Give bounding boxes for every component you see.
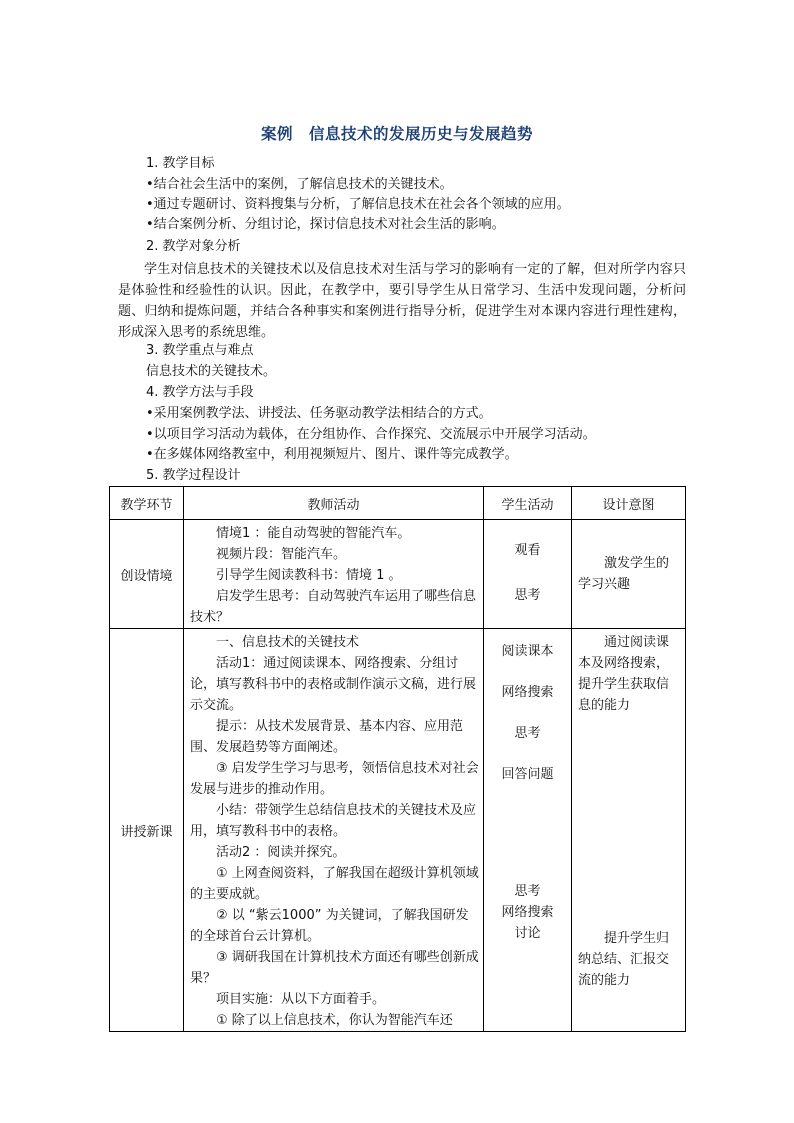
teacher-activity-line: ② 以 “紫云1000” 为关键词，了解我国研发的全球首台云计算机。 (190, 908, 469, 944)
objective-item: •结合案例分析、分组讨论，探讨信息技术对社会生活的影响。 (146, 217, 505, 232)
student-activity-item: 思考 (514, 726, 541, 741)
teacher-activity-line: 情境1 ：能自动驾驶的智能汽车。 (216, 526, 411, 541)
header-design-intent: 设计意图 (572, 487, 686, 520)
header-student-activity: 学生活动 (484, 487, 572, 520)
method-item: •在多媒体网络教室中，利用视频短片、图片、课件等完成教学。 (146, 447, 518, 462)
student-activity-item: 网络搜索 (501, 685, 554, 700)
student-activity-item: 阅读课本 (501, 644, 554, 659)
teacher-activity-line: 小结：带领学生总结信息技术的关键技术及应用，填写教科书中的表格。 (190, 803, 477, 839)
student-activity-item: 回答问题 (501, 767, 554, 782)
table-row (110, 520, 686, 629)
section-heading-objectives: 1. 教学目标 (146, 156, 215, 171)
method-item: •采用案例教学法、讲授法、任务驱动教学法相结合的方式。 (146, 406, 492, 421)
teacher-activity-line: 活动1：通过阅读课本、网络搜索、分组讨论，填写教科书中的表格或制作演示文稿，进行展示交流。 (190, 656, 477, 713)
student-activity-cell (484, 629, 572, 1032)
student-activity-item: 讨论 (514, 926, 541, 941)
teacher-activity-line: 活动2 ：阅读并探究。 (216, 845, 346, 860)
teacher-activity-line: 引导学生阅读教科书：情境 1 。 (216, 568, 402, 583)
section-heading-learner-analysis: 2. 教学对象分析 (146, 239, 241, 254)
teacher-activity-line: ③ 启发学生学习与思考，领悟信息技术对社会发展与进步的推动作用。 (190, 761, 479, 797)
student-activity-item: 思考 (514, 884, 541, 899)
design-intent-text: 通过阅读课本及网络搜索，提升学生获取信息的能力 (578, 635, 670, 713)
objective-item: •结合社会生活中的案例，了解信息技术的关键技术。 (146, 177, 453, 192)
teacher-activity-cell (184, 520, 484, 629)
design-intent-text: 提升学生归纳总结、汇报交流的能力 (578, 931, 670, 988)
teacher-activity-line: 一、信息技术的关键技术 (216, 635, 360, 650)
student-activity-item: 网络搜索 (501, 905, 554, 920)
teacher-activity-line: 视频片段：智能汽车。 (216, 547, 347, 562)
teacher-activity-line: ① 除了以上信息技术，你认为智能汽车还 (216, 1013, 453, 1028)
design-intent-cell (572, 629, 686, 1032)
student-activity-item: 思考 (514, 588, 541, 603)
teaching-process-table (109, 486, 686, 1032)
section-heading-process: 5. 教学过程设计 (146, 468, 241, 483)
stage-cell: 讲授新课 (110, 629, 184, 1032)
student-activity-item: 观看 (514, 543, 541, 558)
teacher-activity-line: ③ 调研我国在计算机技术方面还有哪些创新成果？ (190, 950, 479, 986)
section-heading-key-points: 3. 教学重点与难点 (146, 343, 254, 358)
section-heading-methods: 4. 教学方法与手段 (146, 385, 254, 400)
learner-analysis-paragraph: 学生对信息技术的关键技术以及信息技术对生活与学习的影响有一定的了解，但对所学内容只是体验性和经验性的认识。因此，在教学中，要引导学生从日常学习、生活中发现问题，分析问题、归纳和提炼问题，并结合各种事实和案例进行指导分析，促进学生对本课内容进行理性建构，形成深入思考的系统思维。 (118, 262, 686, 340)
teacher-activity-line: 启发学生思考：自动驾驶汽车运用了哪些信息技术？ (190, 589, 477, 625)
design-intent-cell (572, 520, 686, 629)
student-activity-cell (484, 520, 572, 629)
objective-item: •通过专题研讨、资料搜集与分析，了解信息技术在社会各个领域的应用。 (146, 197, 570, 212)
teacher-activity-line: 提示：从技术发展背景、基本内容、应用范围、发展趋势等方面阐述。 (190, 719, 464, 755)
method-item: •以项目学习活动为载体，在分组协作、合作探究、交流展示中开展学习活动。 (146, 427, 596, 442)
stage-cell: 创设情境 (110, 520, 184, 629)
teacher-activity-line: 项目实施：从以下方面着手。 (216, 992, 386, 1007)
table-row (110, 629, 686, 1032)
teacher-activity-line: ① 上网查阅资料，了解我国在超级计算机领域的主要成就。 (190, 866, 479, 902)
teacher-activity-cell (184, 629, 484, 1032)
header-stage: 教学环节 (110, 487, 184, 520)
header-teacher-activity: 教师活动 (184, 487, 484, 520)
document-title: 案例 信息技术的发展历史与发展趋势 (260, 125, 533, 143)
table-header-row (110, 487, 686, 520)
design-intent-text: 激发学生的学习兴趣 (578, 556, 670, 592)
key-points-text: 信息技术的关键技术。 (146, 364, 277, 379)
